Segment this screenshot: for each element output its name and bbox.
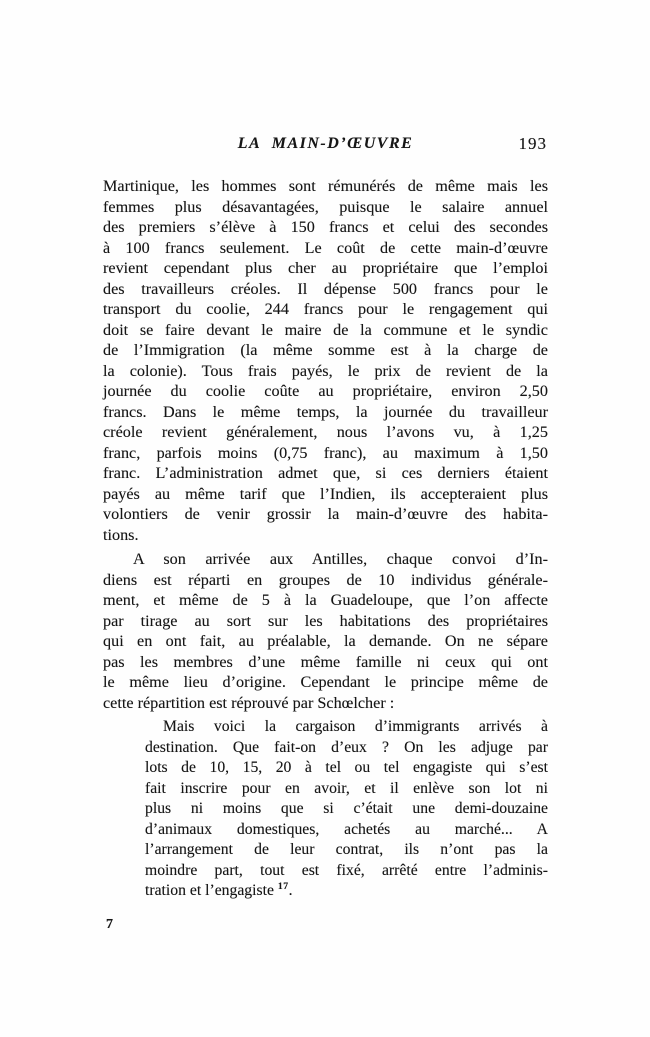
text-line: transport du coolie, 244 francs pour le rengagement qui — [103, 300, 548, 318]
text-line: fait inscrire pour en avoir, et il enlève son lot ni — [145, 779, 548, 797]
text-line: créole revient généralement, nous l’avons vu, à 1,25 — [103, 423, 548, 441]
text-line: volontiers de venir grossir la main-d’œuvre des habita- — [103, 505, 548, 523]
text-line: cette répartition est réprouvé par Schœlcher : — [103, 693, 395, 712]
text-line: ment, et même de 5 à la Guadeloupe, que l’on affecte — [103, 591, 548, 609]
text-line: franc. L’administration admet que, si ces derniers étaient — [103, 464, 548, 482]
text-line: moindre part, tout est fixé, arrêté entre l’adminis- — [145, 861, 548, 879]
text-line: franc, parfois moins (0,75 franc), au maximum à 1,50 — [103, 443, 548, 462]
footnote-ref: 17 — [277, 880, 289, 892]
text-line: la colonie). Tous frais payés, le prix de revient de la — [103, 361, 548, 380]
text-line: doit se faire devant le maire de la commune et le syndic — [103, 320, 548, 339]
text-line: francs. Dans le même temps, la journée du travailleur — [103, 402, 548, 421]
text-line: des premiers s’élève à 150 francs et celui des secondes — [103, 218, 548, 236]
text-line: d’animaux domestiques, achetés au marché... A — [145, 820, 548, 838]
signature-mark: 7 — [106, 917, 113, 932]
text-line: A son arrivée aux Antilles, chaque convoi d’In- — [133, 550, 548, 568]
text-line: Martinique, les hommes sont rémunérés de même mais les — [103, 177, 548, 195]
text-line: journée du coolie coûte au propriétaire, environ 2,50 — [103, 382, 548, 400]
text-line: destination. Que fait-on d’eux ? On les adjuge par — [145, 738, 548, 756]
text-line: tions. — [103, 525, 139, 544]
text-line: revient cependant plus cher au propriétaire que l’emploi — [103, 259, 548, 277]
text-line: payés au même tarif que l’Indien, ils accepteraient plus — [103, 484, 548, 503]
page-header — [103, 134, 548, 156]
block-quote — [103, 717, 548, 902]
text-line: tration et l’engagiste $^{17}$. — [145, 880, 293, 899]
text-line: par tirage au sort sur les habitations des propriétaires — [103, 611, 548, 630]
text-block — [103, 176, 548, 902]
text-line: plus ni moins que si c’était une demi-douzaine — [145, 800, 548, 817]
text-line: femmes plus désavantagées, puisque le salaire annuel — [103, 197, 548, 216]
text-line: de l’Immigration (la même somme est à la charge de — [103, 341, 548, 359]
running-title: LA MAIN-D’ŒUVRE — [237, 135, 414, 152]
body-paragraph — [103, 176, 548, 545]
text-line: lots de 10, 15, 20 à tel ou tel engagiste qui s’est — [145, 759, 548, 776]
text-line: des travailleurs créoles. Il dépense 500 francs pour le — [103, 279, 548, 298]
text-line: diens est réparti en groupes de 10 individus générale- — [103, 570, 548, 589]
text-line: Mais voici la cargaison d’immigrants arrivés à — [163, 718, 548, 735]
text-line: qui en ont fait, au préalable, la demande. On ne sépare — [103, 632, 548, 650]
text-line: pas les membres d’une même famille ni ceux qui ont — [103, 652, 548, 671]
text-line: l’arrangement de leur contrat, ils n’ont pas la — [145, 841, 548, 858]
body-paragraph — [103, 549, 548, 713]
text-line: le même lieu d’origine. Cependant le principe même de — [103, 673, 548, 691]
page-number: 193 — [518, 134, 547, 153]
text-line: à 100 francs seulement. Le coût de cette main-d’œuvre — [103, 238, 548, 257]
